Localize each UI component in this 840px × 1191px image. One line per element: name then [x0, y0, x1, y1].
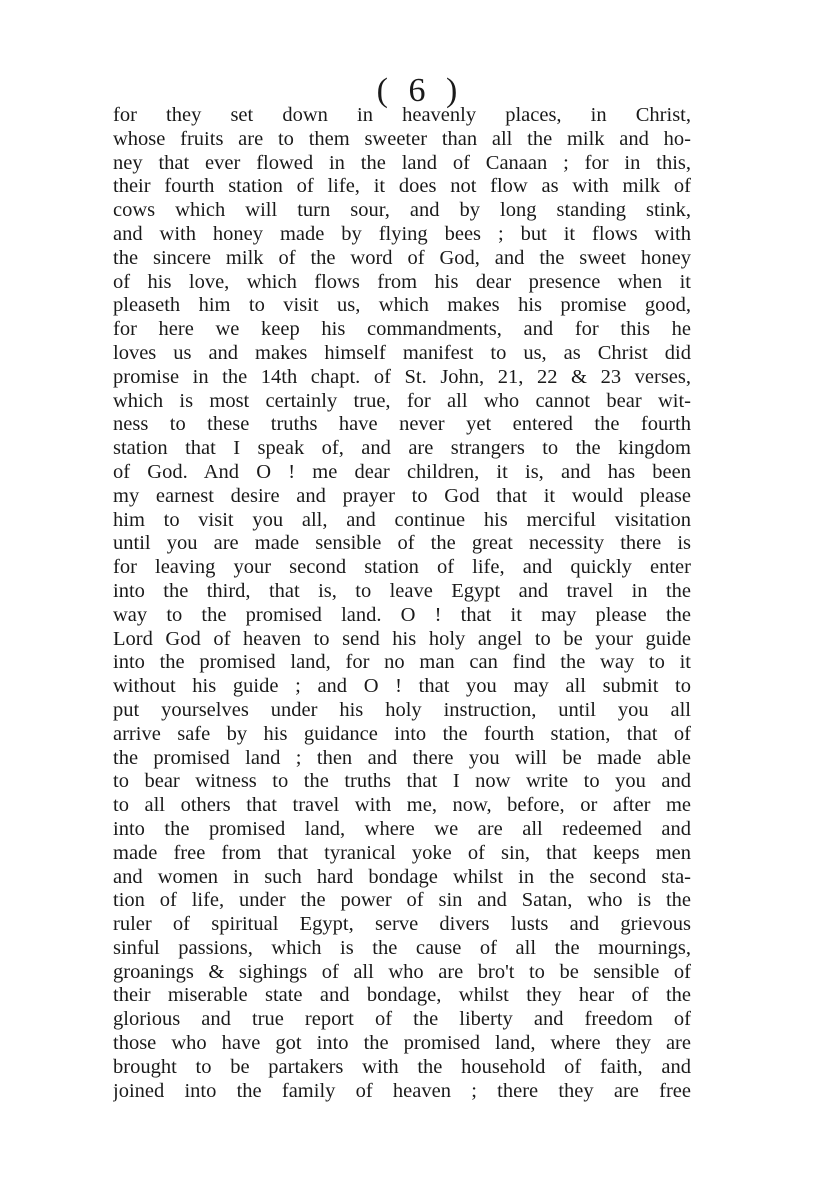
text-line: to all others that travel with me, now, before, or after me — [113, 794, 691, 817]
text-line: into the third, that is, to leave Egypt and travel in the — [113, 579, 691, 602]
text-line: those who have got into the promised land, where they are — [113, 1032, 691, 1055]
text-line: their miserable state and bondage, whilst they hear of the — [113, 984, 691, 1007]
text-line: cows which will turn sour, and by long standing stink, — [113, 199, 691, 222]
text-line: Lord God of heaven to send his holy angel to be your guide — [113, 627, 691, 650]
text-line: joined into the family of heaven ; there they are free — [113, 1079, 691, 1102]
text-line: for leaving your second station of life, and quickly enter — [113, 556, 691, 579]
text-line: him to visit you all, and continue his merciful visitation — [113, 508, 691, 531]
text-line: loves us and makes himself manifest to us, as Christ did — [113, 341, 691, 364]
text-line: pleaseth him to visit us, which makes his promise good, — [113, 294, 691, 317]
text-line: sinful passions, which is the cause of all the mournings, — [113, 936, 691, 959]
text-line: made free from that tyranical yoke of sin, that keeps men — [113, 841, 691, 864]
text-line: for they set down in heavenly places, in Christ, — [113, 104, 691, 126]
text-line: the sincere milk of the word of God, and the sweet honey — [113, 246, 691, 269]
text-line: my earnest desire and prayer to God that it would please — [113, 484, 691, 507]
body-text — [113, 104, 691, 1103]
text-line: their fourth station of life, it does not flow as with milk of — [113, 175, 691, 198]
text-line: station that I speak of, and are strangers to the kingdom — [113, 437, 691, 460]
text-line: glorious and true report of the liberty and freedom of — [113, 1008, 691, 1031]
text-line: the promised land ; then and there you will be made able — [113, 746, 691, 769]
text-line: whose fruits are to them sweeter than all the milk and ho- — [113, 127, 691, 150]
text-line: ruler of spiritual Egypt, serve divers lusts and grievous — [113, 913, 691, 936]
text-line: ness to these truths have never yet entered the fourth — [113, 413, 691, 436]
text-line: groanings & sighings of all who are bro't to be sensible of — [113, 960, 691, 983]
text-line: for here we keep his commandments, and for this he — [113, 318, 691, 341]
text-line: of God. And O ! me dear children, it is, and has been — [113, 460, 691, 483]
text-line: arrive safe by his guidance into the fourth station, that of — [113, 722, 691, 745]
text-line: ney that ever flowed in the land of Canaan ; for in this, — [113, 151, 691, 174]
text-line: tion of life, under the power of sin and Satan, who is the — [113, 889, 691, 912]
text-line: into the promised land, for no man can find the way to it — [113, 651, 691, 674]
text-line: brought to be partakers with the household of faith, and — [113, 1055, 691, 1078]
text-line: put yourselves under his holy instruction, until you all — [113, 698, 691, 721]
text-line: into the promised land, where we are all redeemed and — [113, 817, 691, 840]
page-number: ( 6 ) — [376, 72, 464, 109]
text-line: of his love, which flows from his dear presence when it — [113, 270, 691, 293]
text-line: and women in such hard bondage whilst in the second sta- — [113, 865, 691, 888]
text-line: until you are made sensible of the great necessity there is — [113, 532, 691, 555]
text-line: way to the promised land. O ! that it may please the — [113, 603, 691, 626]
text-line: to bear witness to the truths that I now write to you and — [113, 770, 691, 793]
text-line: promise in the 14th chapt. of St. John, 21, 22 & 23 verses, — [113, 365, 691, 388]
text-line: and with honey made by flying bees ; but it flows with — [113, 222, 691, 245]
text-line: which is most certainly true, for all who cannot bear wit- — [113, 389, 691, 412]
text-line: without his guide ; and O ! that you may all submit to — [113, 675, 691, 698]
